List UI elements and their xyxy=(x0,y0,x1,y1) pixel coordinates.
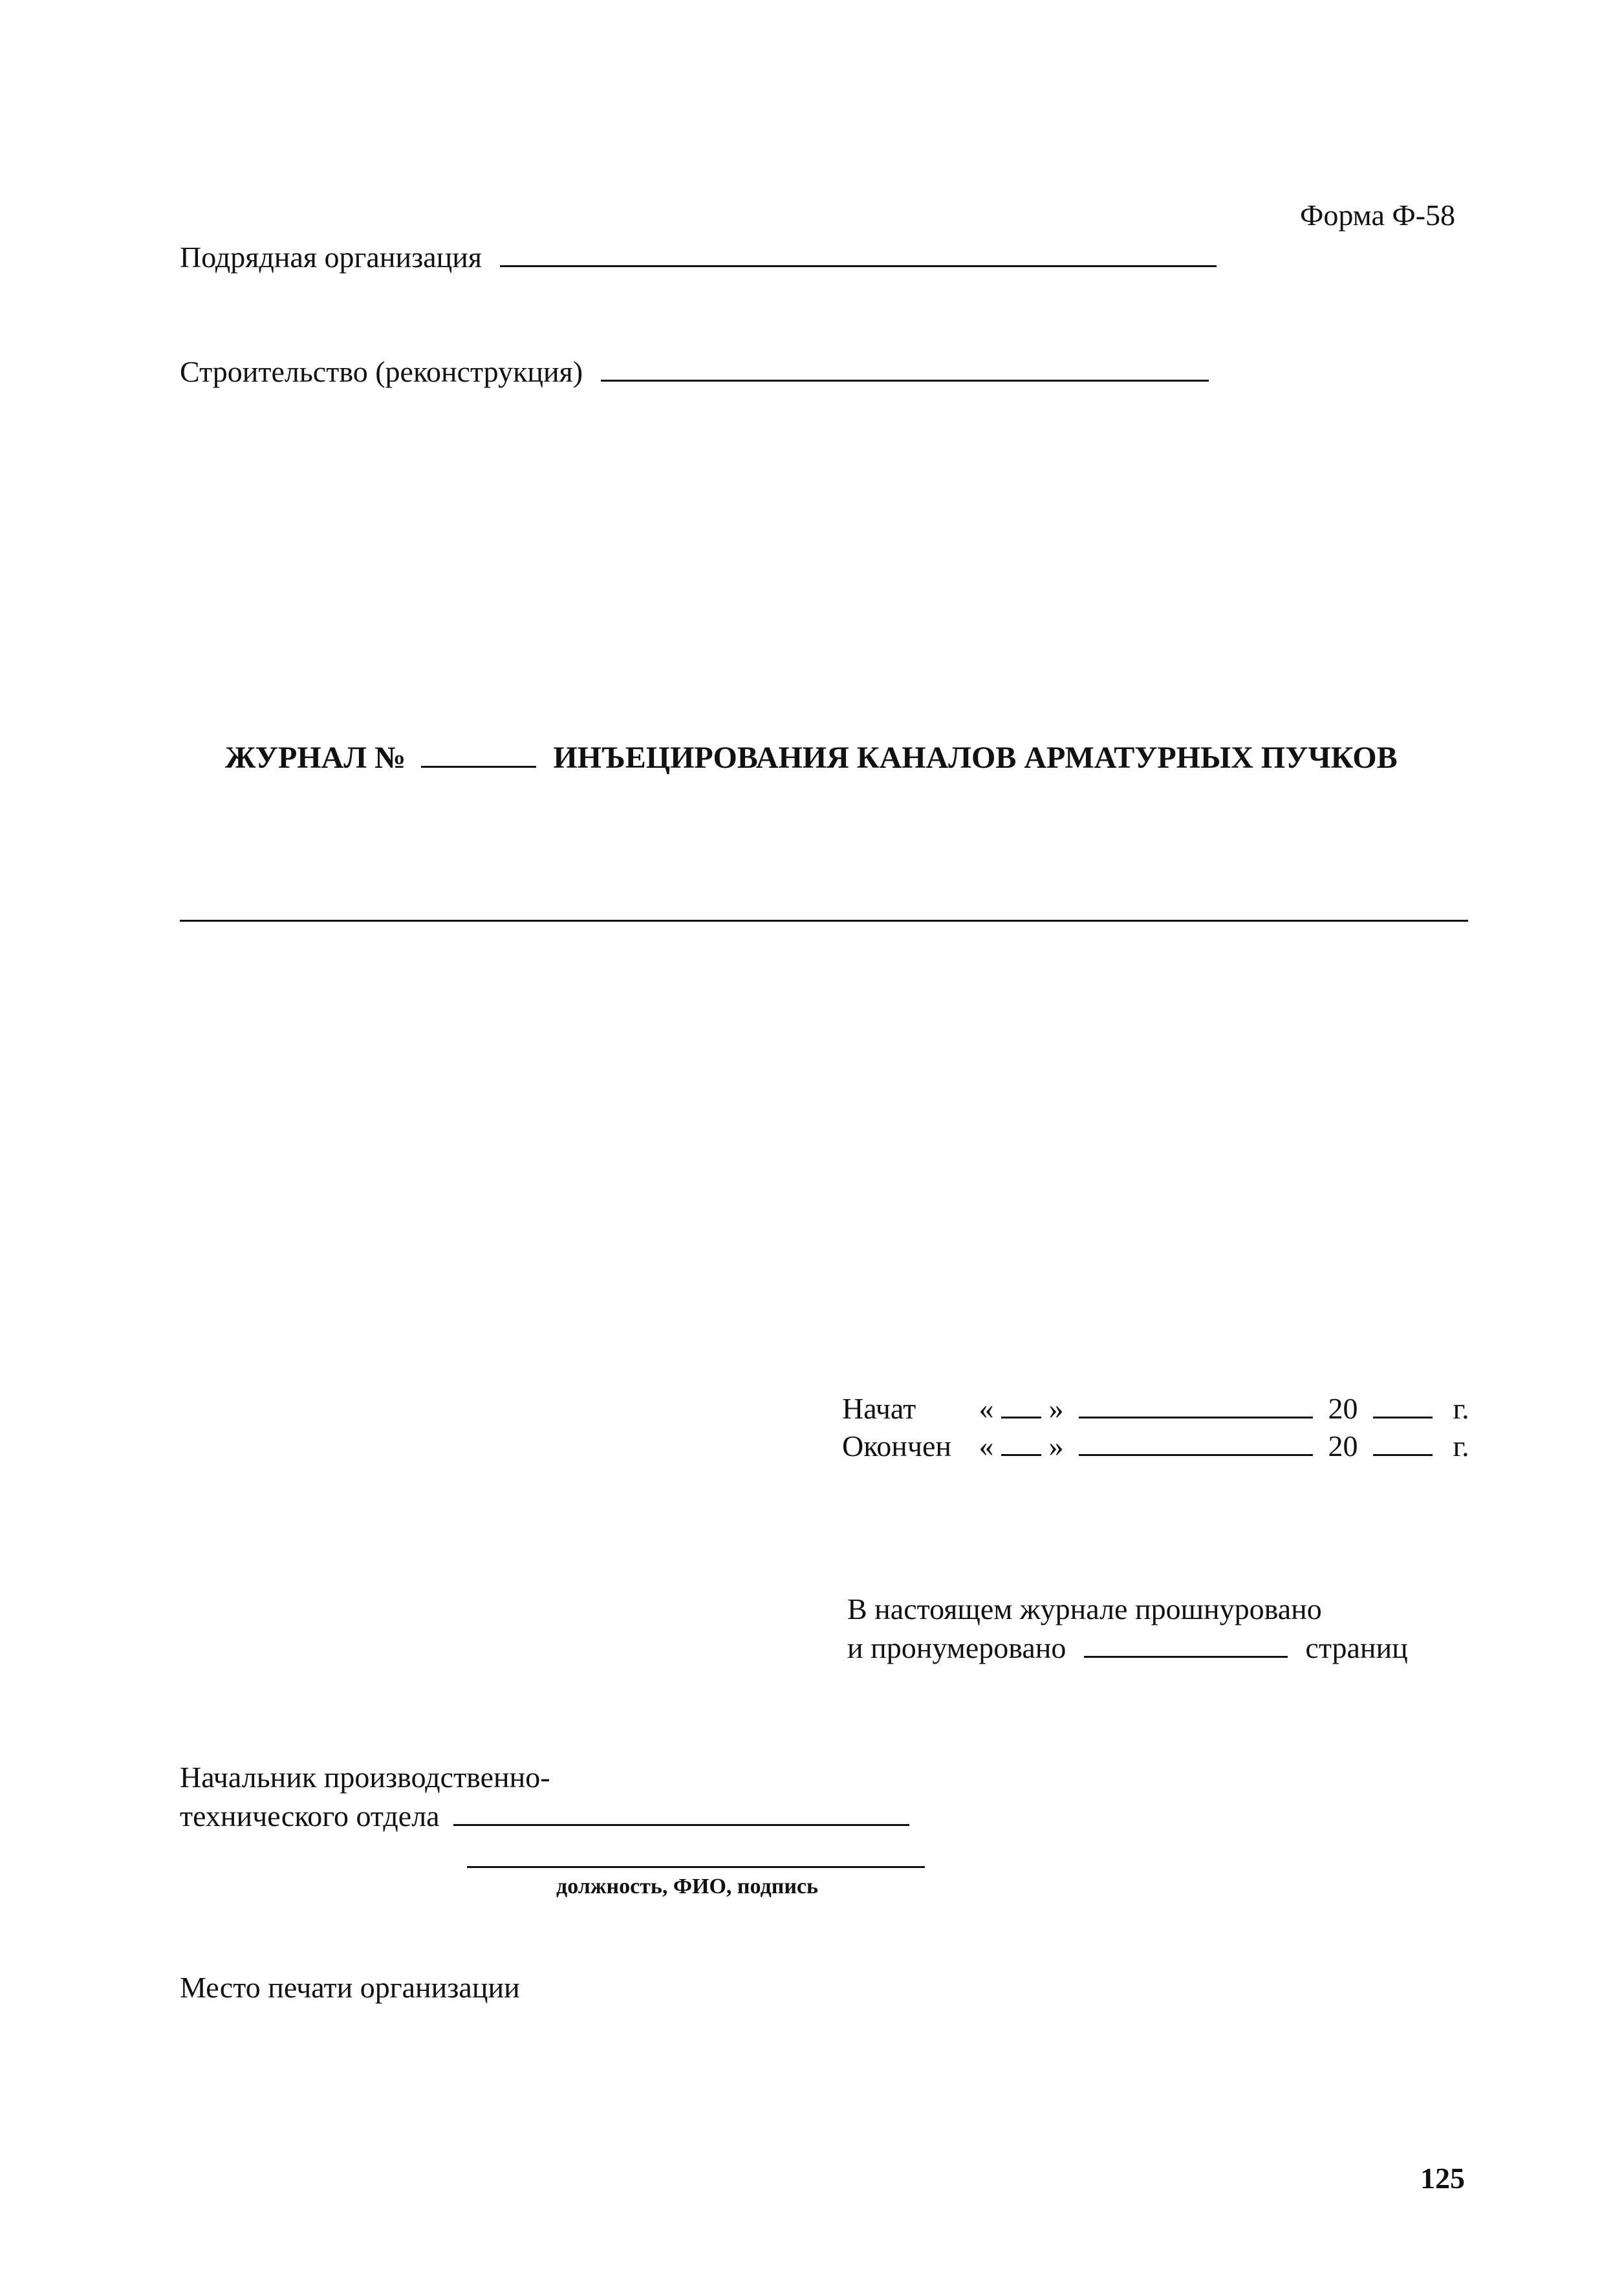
started-year-prefix: 20 xyxy=(1328,1392,1358,1425)
signature-line2-label: технического отдела xyxy=(180,1799,440,1832)
finished-year-field[interactable] xyxy=(1373,1437,1433,1456)
page-number: 125 xyxy=(1420,2162,1465,2195)
finished-year-suffix: г. xyxy=(1453,1429,1469,1462)
journal-title-text: ИНЪЕЦИРОВАНИЯ КАНАЛОВ АРМАТУРНЫХ ПУЧКОВ xyxy=(553,741,1398,775)
finished-open-quote: « xyxy=(979,1429,994,1462)
signature-field[interactable] xyxy=(453,1805,909,1826)
construction-field[interactable] xyxy=(601,360,1209,382)
pages-note-line1: В настоящем журнале прошнуровано xyxy=(847,1592,1322,1625)
finished-label: Окончен xyxy=(842,1429,952,1462)
started-open-quote: « xyxy=(979,1392,994,1425)
started-close-quote: » xyxy=(1048,1392,1064,1425)
journal-number-field[interactable] xyxy=(421,746,536,768)
contractor-field[interactable] xyxy=(500,246,1217,267)
started-year-suffix: г. xyxy=(1453,1392,1469,1425)
started-year-field[interactable] xyxy=(1373,1400,1433,1418)
signature-line2 xyxy=(180,1801,909,1831)
started-label: Начат xyxy=(842,1392,916,1425)
contractor-label: Подрядная организация xyxy=(180,241,482,274)
stamp-place: Место печати организации xyxy=(180,1971,520,2004)
pages-note-prefix: и пронумеровано xyxy=(847,1631,1066,1664)
journal-title xyxy=(225,743,1398,774)
journal-title-prefix: ЖУРНАЛ № xyxy=(225,741,406,775)
pages-note-line2 xyxy=(847,1633,1408,1663)
finished-close-quote: » xyxy=(1048,1429,1064,1462)
started-month-field[interactable] xyxy=(1079,1400,1313,1418)
finished-day-field[interactable] xyxy=(1001,1437,1041,1456)
title-underline[interactable] xyxy=(180,920,1468,922)
finished-month-field[interactable] xyxy=(1079,1437,1313,1456)
construction-label: Строительство (реконструкция) xyxy=(180,355,583,388)
signature-caption: должность, ФИО, подпись xyxy=(556,1874,818,1898)
started-day-field[interactable] xyxy=(1001,1400,1041,1418)
form-code: Форма Ф-58 xyxy=(1300,199,1456,232)
pages-count-field[interactable] xyxy=(1084,1638,1288,1658)
contractor-row xyxy=(180,243,1217,272)
construction-row xyxy=(180,357,1209,387)
finished-row xyxy=(842,1431,1469,1461)
finished-year-prefix: 20 xyxy=(1328,1429,1358,1462)
signature-line1: Начальник производственно- xyxy=(180,1761,550,1794)
signature-caption-line[interactable] xyxy=(467,1866,925,1868)
started-row xyxy=(842,1394,1469,1424)
pages-note-suffix: страниц xyxy=(1305,1631,1408,1664)
